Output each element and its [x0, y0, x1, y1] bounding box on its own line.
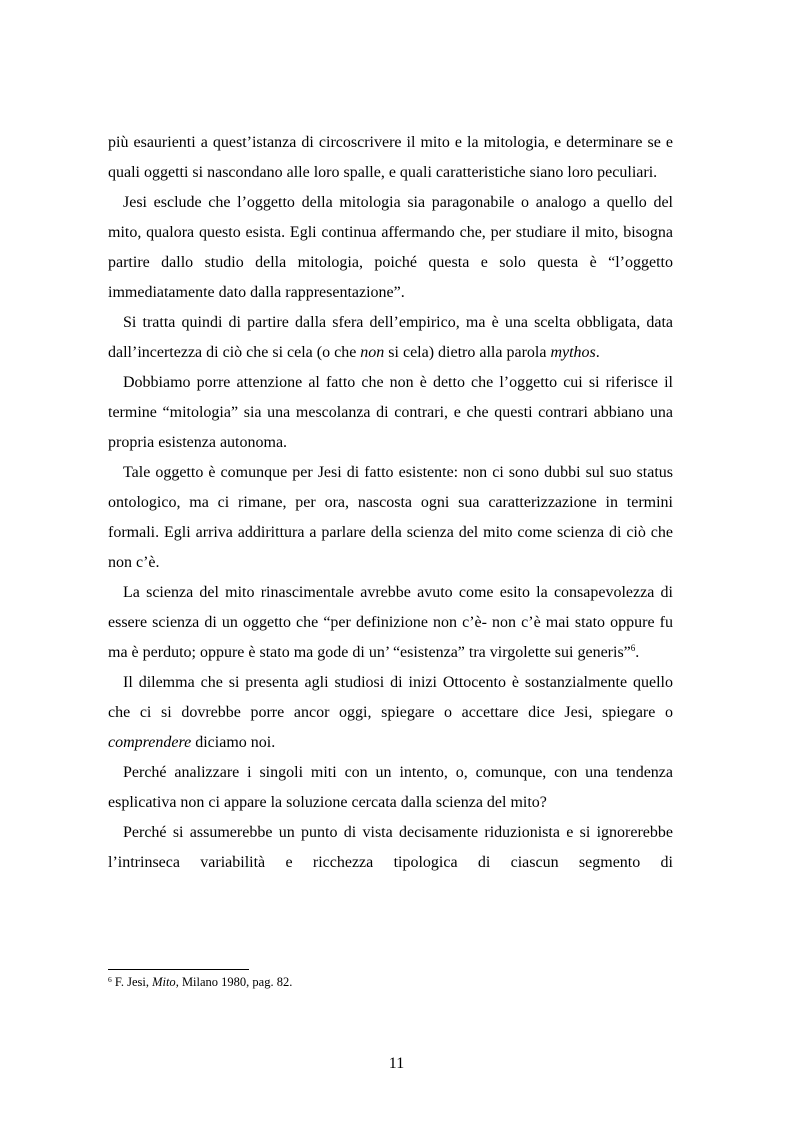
paragraph-3-text-b: si cela) dietro alla parola — [384, 344, 551, 361]
body-text — [108, 128, 673, 878]
footnote — [108, 974, 673, 990]
footnote-title: Mito — [152, 975, 176, 989]
paragraph-3-text-c: . — [595, 344, 600, 361]
footnote-reference[interactable]: 6 — [630, 643, 636, 653]
paragraph-8: Perché analizzare i singoli miti con un intento, o, comunque, con una tendenza esplicativa non ci appare la soluzione cercata dalla scienza del mito? — [108, 764, 673, 811]
paragraph-3-text-a: Si tratta quindi di partire dalla sfera dell’empirico, ma è una scelta obbligata, data dall’incertezza di ciò che si cela (o che — [108, 314, 673, 361]
paragraph-3 — [108, 308, 673, 368]
paragraph-4: Dobbiamo porre attenzione al fatto che non è detto che l’oggetto cui si riferisce il termine “mitologia” sia una mescolanza di contrari, e che questi contrari abbiano una propria esistenza autonoma. — [108, 374, 673, 451]
paragraph-6 — [108, 578, 673, 668]
footnote-number: 6 — [108, 975, 112, 984]
paragraph-1: più esaurienti a quest’istanza di circoscrivere il mito e la mitologia, e determinare se e quali oggetti si nascondano alle loro spalle, e quali caratteristiche siano loro peculiari. — [108, 134, 673, 181]
paragraph-7-emphasis-comprendere: comprendere — [108, 734, 192, 751]
paragraph-7-text-a: Il dilemma che si presenta agli studiosi di inizi Ottocento è sostanzialmente quello che ci si dovrebbe porre ancor oggi, spiegare o accettare dice Jesi, spiegare o — [108, 674, 673, 721]
paragraph-6-end: . — [635, 644, 640, 661]
page-number: 11 — [388, 1055, 405, 1072]
paragraph-3-emphasis-non: non — [360, 344, 385, 361]
paragraph-5: Tale oggetto è comunque per Jesi di fatto esistente: non ci sono dubbi sul suo status ontologico, ma ci rimane, per ora, nascosta ogni sua caratterizzazione in termini formali. Egli arriva addirittura a parlare della scienza del mito come scienza di ciò che non c’è. — [108, 464, 673, 571]
footnote-text-b: , Milano 1980, pag. 82. — [175, 975, 293, 989]
footnote-separator — [108, 969, 249, 970]
paragraph-3-emphasis-mythos: mythos — [550, 344, 596, 361]
paragraph-7-text-b: diciamo noi. — [191, 734, 276, 751]
footnote-text-a: F. Jesi, — [111, 975, 153, 989]
paragraph-6-text: La scienza del mito rinascimentale avrebbe avuto come esito la consapevolezza di essere scienza di un oggetto che “per definizione non c’è- non c’è mai stato oppure fu ma è perduto; oppure è stato ma gode di un’ “esistenza” tra virgolette sui generis” — [108, 584, 673, 661]
paragraph-9: Perché si assumerebbe un punto di vista decisamente riduzionista e si ignorerebbe l’intrinseca variabilità e ricchezza tipologica di ciascun segmento di — [108, 824, 673, 871]
paragraph-2: Jesi esclude che l’oggetto della mitologia sia paragonabile o analogo a quello del mito, qualora questo esista. Egli continua affermando che, per studiare il mito, bisogna partire dallo studio della mitologia, poiché questa e solo questa è “l’oggetto immediatamente dato dalla rappresentazione”. — [108, 194, 673, 301]
paragraph-7 — [108, 668, 673, 758]
